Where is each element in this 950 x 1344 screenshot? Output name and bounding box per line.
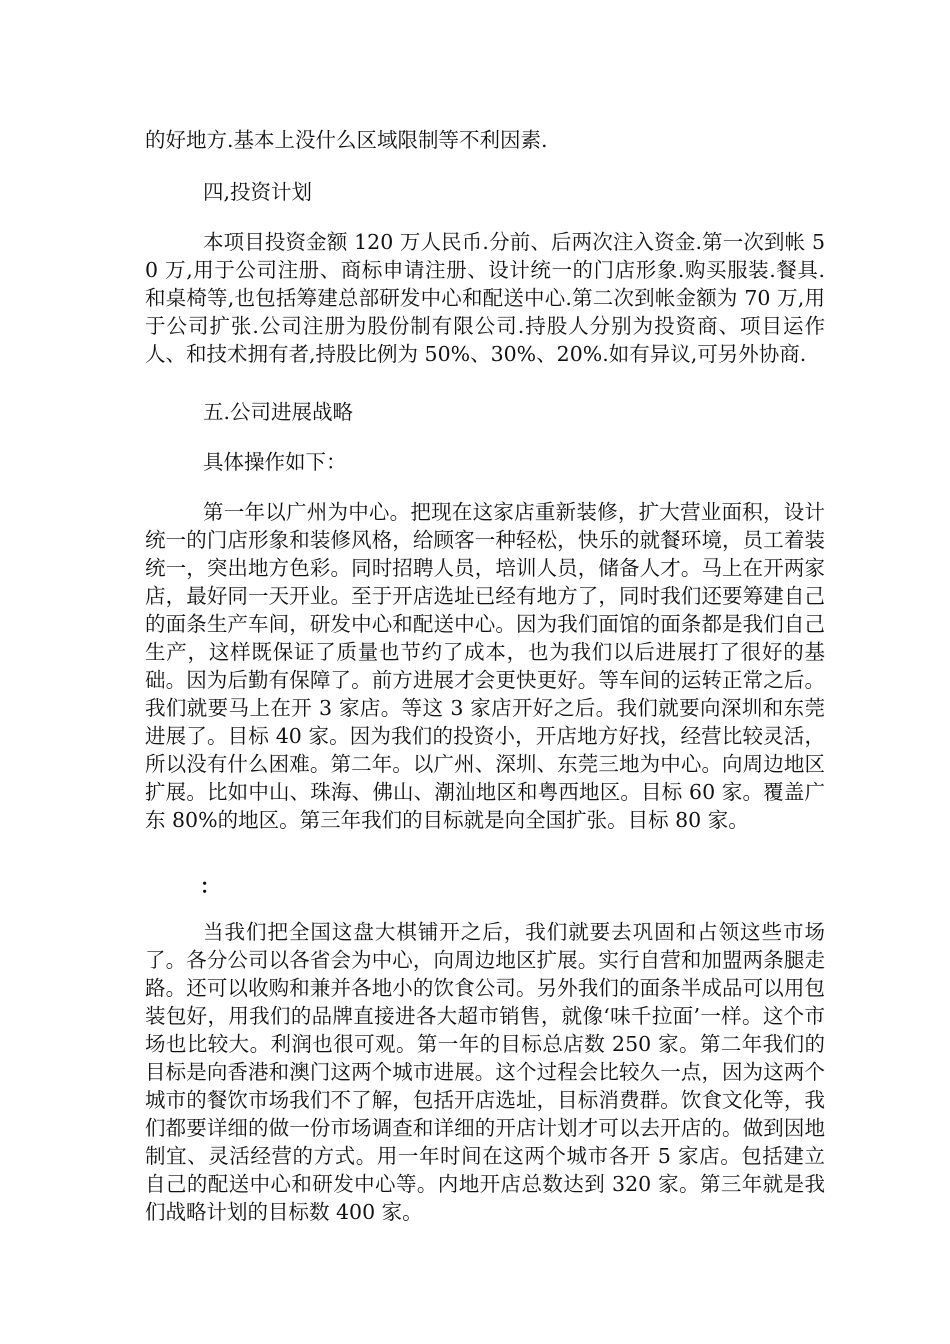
first-year-plan-paragraph: 第一年以广州为中心。把现在这家店重新装修，扩大营业面积，设计统一的门店形象和装修风格，给顾客一种轻松，快乐的就餐环境，员工着装统一，突出地方色彩。同时招聘人员，培训人员，储备人才。马上在开两家店，最好同一天开业。至于开店选址已经有地方了，同时我们还要筹建自己的面条生产车间，研发中心和配送中心。因为我们面馆的面条都是我们自己生产，这样既保证了质量也节约了成本，也为我们以后进展打了很好的基础。因为后勤有保障了。前方进展才会更快更好。等车间的运转正常之后。我们就要马上在开 3 家店。等这 3 家店开好之后。我们就要向深圳和东莞进展了。目标 40 家。因为我们的投资小，开店地方好找，经营比较灵活，所以没有什么困难。第二年。以广州、深圳、东莞三地为中心。向周边地区扩展。比如中山、珠海、佛山、潮汕地区和粤西地区。目标 60 家。覆盖广东 80%的地区。第三年我们的目标就是向全国扩张。目标 80 家。: [145, 500, 825, 832]
colon-mark: ：: [200, 874, 220, 898]
investment-plan-paragraph: 本项目投资金额 120 万人民币.分前、后两次注入资金.第一次到帐 50 万,用于公司注册、商标申请注册、设计统一的门店形象.购买服装.餐具.和桌椅等,也包括筹建总部研发中心和配送中心.第二次到帐金额为 70 万,用于公司扩张.公司注册为股份制有限公司.持股人分别为投资商、项目运作人、和技术拥有者,持股比例为 50%、30%、20%.如有异议,可另外协商.: [145, 230, 825, 366]
intro-paragraph: 的好地方.基本上没什么区域限制等不利因素.: [145, 128, 548, 152]
section-heading-investment-plan: 四,投资计划: [203, 180, 313, 204]
operations-heading: 具体操作如下：: [203, 450, 347, 474]
national-expansion-paragraph: 当我们把全国这盘大棋铺开之后，我们就要去巩固和占领这些市场了。各分公司以各省会为中心，向周边地区扩展。实行自营和加盟两条腿走路。还可以收购和兼并各地小的饮食公司。另外我们的面条半成品可以用包装包好，用我们的品牌直接进各大超市销售，就像‘味千拉面’一样。这个市场也比较大。利润也很可观。第一年的目标总店数 250 家。第二年我们的目标是向香港和澳门这两个城市进展。这个过程会比较久一点，因为这两个城市的餐饮市场我们不了解，包括开店选址，目标消费群。饮食文化等，我们都要详细的做一份市场调查和详细的开店计划才可以去开店的。做到因地制宜、灵活经营的方式。用一年时间在这两个城市各开 5 家店。包括建立自己的配送中心和研发中心等。内地开店总数达到 320 家。第三年就是我们战略计划的目标数 400 家。: [145, 920, 825, 1224]
section-heading-development-strategy: 五.公司进展战略: [203, 400, 354, 424]
